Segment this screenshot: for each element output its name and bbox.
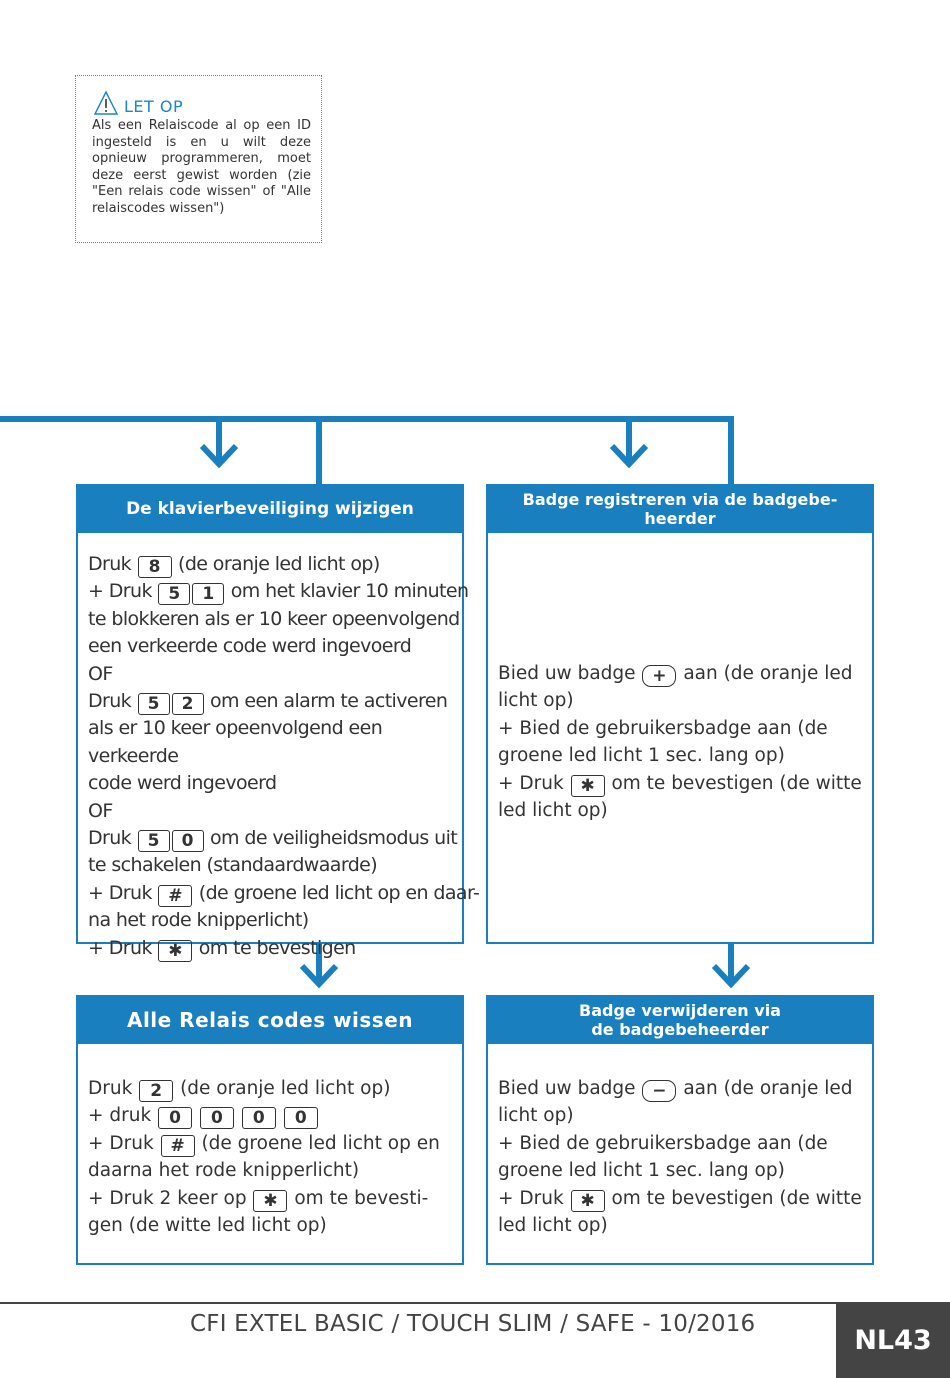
delete-all-relay-codes-box <box>76 995 464 1265</box>
page-number-badge: NL43 <box>836 1302 950 1378</box>
key-0: 0 <box>284 1107 318 1129</box>
instruction-line: als er 10 keer opeenvolgend een verkeerde <box>88 717 383 767</box>
key-1: 1 <box>192 583 224 605</box>
instruction-line: gen (de witte led licht op) <box>88 1215 327 1237</box>
box-title: De klavierbeveiliging wijzigen <box>78 486 462 533</box>
key-8: 8 <box>138 556 172 578</box>
instruction-line: Druk 5 2 om een alarm te activeren <box>88 690 448 715</box>
instruction-line: een verkeerde code werd ingevoerd <box>88 635 412 658</box>
instruction-line: Druk 5 0 om de veiligheidsmodus uit <box>88 827 458 852</box>
box-title: Badge registreren via de badgebe- heerder <box>488 486 872 533</box>
warning-note <box>75 75 322 243</box>
key-5: 5 <box>138 693 170 715</box>
instruction-line: + Druk 2 keer op ✱ om te bevesti- <box>88 1187 429 1211</box>
instruction-line: + Druk ✱ om te bevestigen (de witte <box>498 1187 862 1211</box>
box-body <box>78 1044 462 1239</box>
instruction-line: + Druk # (de groene led licht op en daar- <box>88 881 480 906</box>
instruction-line: Bied uw badge − aan (de oranje led <box>498 1078 853 1101</box>
key-2: 2 <box>172 693 204 715</box>
instruction-line: + Druk ✱ om te bevestigen <box>88 936 356 961</box>
instruction-line: te blokkeren als er 10 keer opeenvolgend <box>88 607 460 630</box>
minus-key-icon: − <box>642 1080 676 1102</box>
key-2: 2 <box>139 1080 173 1102</box>
instruction-line: te schakelen (standaardwaarde) <box>88 854 378 877</box>
instruction-line: Bied uw badge + aan (de oranje led <box>498 663 853 686</box>
key-star: ✱ <box>253 1190 287 1212</box>
box-title: Alle Relais codes wissen <box>78 997 462 1044</box>
instruction-line: + druk 0 0 0 0 <box>88 1102 462 1129</box>
keypad-security-box <box>76 484 480 961</box>
arrow-down-icon <box>608 422 650 470</box>
key-0: 0 <box>242 1107 276 1129</box>
instruction-line: na het rode knipperlicht) <box>88 909 309 932</box>
box-body <box>78 533 480 962</box>
key-star: ✱ <box>571 775 605 797</box>
instruction-line: licht op) <box>498 690 574 712</box>
instruction-line: groene led licht 1 sec. lang op) <box>498 1160 785 1182</box>
instruction-line: licht op) <box>498 1105 574 1127</box>
box-body <box>488 533 872 824</box>
warning-heading <box>92 88 311 116</box>
instruction-line: + Bied de gebruikersbadge aan (de <box>498 1132 828 1154</box>
instruction-line: led licht op) <box>498 1215 608 1237</box>
badge-delete-box <box>486 995 874 1265</box>
box-title: Badge verwijderen via de badgebeheerder <box>488 997 872 1044</box>
warning-triangle-icon <box>92 90 120 116</box>
key-0: 0 <box>172 830 204 852</box>
key-star: ✱ <box>571 1190 605 1212</box>
key-5: 5 <box>158 583 190 605</box>
key-5: 5 <box>138 830 170 852</box>
instruction-line: Druk 8 (de oranje led licht op) <box>88 553 380 577</box>
box-body <box>488 1044 872 1239</box>
key-hash: # <box>158 885 192 907</box>
instruction-line: + Druk 5 1 om het klavier 10 minuten <box>88 580 469 605</box>
connector-mid-drop <box>316 416 322 484</box>
instruction-line: groene led licht 1 sec. lang op) <box>498 745 785 767</box>
instruction-line: daarna het rode knipperlicht) <box>88 1160 360 1182</box>
key-0: 0 <box>158 1107 192 1129</box>
connector-right-drop <box>728 416 734 484</box>
instruction-line: + Druk ✱ om te bevestigen (de witte <box>498 772 862 796</box>
key-hash: # <box>161 1135 195 1157</box>
arrow-down-icon <box>198 422 240 470</box>
or-label: OF <box>88 662 113 685</box>
footer-rule <box>0 1302 838 1304</box>
instruction-line: + Druk # (de groene led licht op en <box>88 1132 440 1156</box>
plus-key-icon: + <box>642 665 676 687</box>
footer-text: CFI EXTEL BASIC / TOUCH SLIM / SAFE - 10/2016 <box>190 1311 756 1337</box>
badge-register-box <box>486 484 874 944</box>
warning-title: LET OP <box>124 97 184 116</box>
instruction-line: Druk 2 (de oranje led licht op) <box>88 1078 391 1101</box>
arrow-down-icon <box>710 942 752 990</box>
instruction-line: code werd ingevoerd <box>88 772 277 795</box>
or-label: OF <box>88 799 113 822</box>
key-star: ✱ <box>158 940 192 962</box>
instruction-line: + Bied de gebruikersbadge aan (de <box>498 717 828 739</box>
key-0: 0 <box>200 1107 234 1129</box>
instruction-line: led licht op) <box>498 800 608 822</box>
warning-text: Als een Relaiscode al op een ID ingesteld is en u wilt deze opnieuw programmeren, moet deze eerst gewist worden (zie "Een relais code wissen" of "Alle relaiscodes wissen") <box>92 118 311 216</box>
